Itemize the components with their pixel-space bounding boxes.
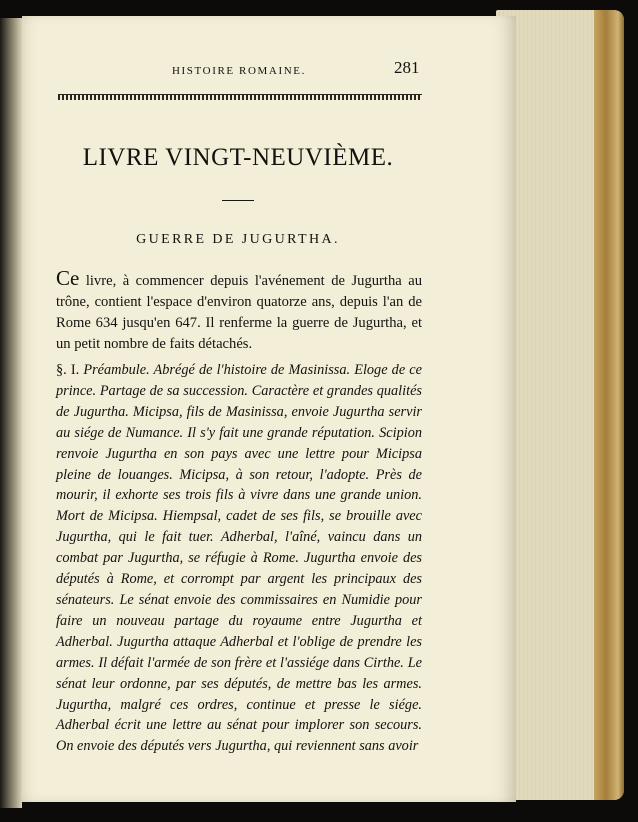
intro-text: livre, à commencer depuis l'avénement de Jugurtha au trône, contient l'espace d'environ quatorze ans, depuis l'an de Rome 634 jusqu'en 647. Il renferme la guerre de Jugurtha, et un petit nombre de faits détachés.	[56, 273, 422, 352]
chapter-heading: GUERRE DE JUGURTHA.	[136, 232, 340, 247]
section-summary	[56, 360, 422, 757]
page-number: 281	[394, 58, 420, 77]
book-page	[22, 16, 516, 802]
running-head	[22, 58, 516, 84]
ornamental-rule	[58, 94, 422, 100]
book-left-edge	[0, 18, 22, 808]
intro-dropcap: Ce	[56, 266, 80, 290]
running-title: HISTOIRE ROMAINE.	[172, 65, 306, 77]
summary-text: Préambule. Abrégé de l'histoire de Masinissa. Eloge de ce prince. Partage de sa succession. Caractère et grandes qualités de Jugurtha. Micipsa, fils de Masinissa, envoie Jugurtha servir au siége de Numance. Il s'y fait une grande réputation. Scipion renvoie Jugurtha en son pays avec une lettre pour Micipsa pleine de louanges. Micipsa, à son retour, l'adopte. Près de mourir, il exhorte ses trois fils à vivre dans une grande union. Mort de Micipsa. Hiempsal, cadet de ses fils, se brouille avec Jugurtha, qui le fait tuer. Adherbal, l'aîné, vaincu dans un combat par Jugurtha, se réfugie à Rome. Jugurtha envoie des députés à Rome, et corrompt par argent les principaux des sénateurs. Le sénat envoie des commissaires en Numidie pour faire un nouveau partage du royaume entre Jugurtha et Adherbal. Jugurtha attaque Adherbal et l'oblige de prendre les armes. Il défait l'armée de son frère et l'assiége dans Cirthe. Le sénat leur ordonne, par ses députés, de mettre bas les armes. Jugurtha, malgré ces ordres, continue et presse le siége. Adherbal écrit une lettre au sénat pour implorer son secours. On envoie des députés vers Jugurtha, qui reviennent sans avoir	[56, 362, 423, 755]
title-divider	[222, 200, 254, 201]
section-mark: §. I.	[56, 362, 80, 378]
book-title: LIVRE VINGT-NEUVIÈME.	[82, 144, 394, 171]
book-cover-edge	[594, 10, 624, 800]
intro-paragraph	[56, 268, 422, 355]
